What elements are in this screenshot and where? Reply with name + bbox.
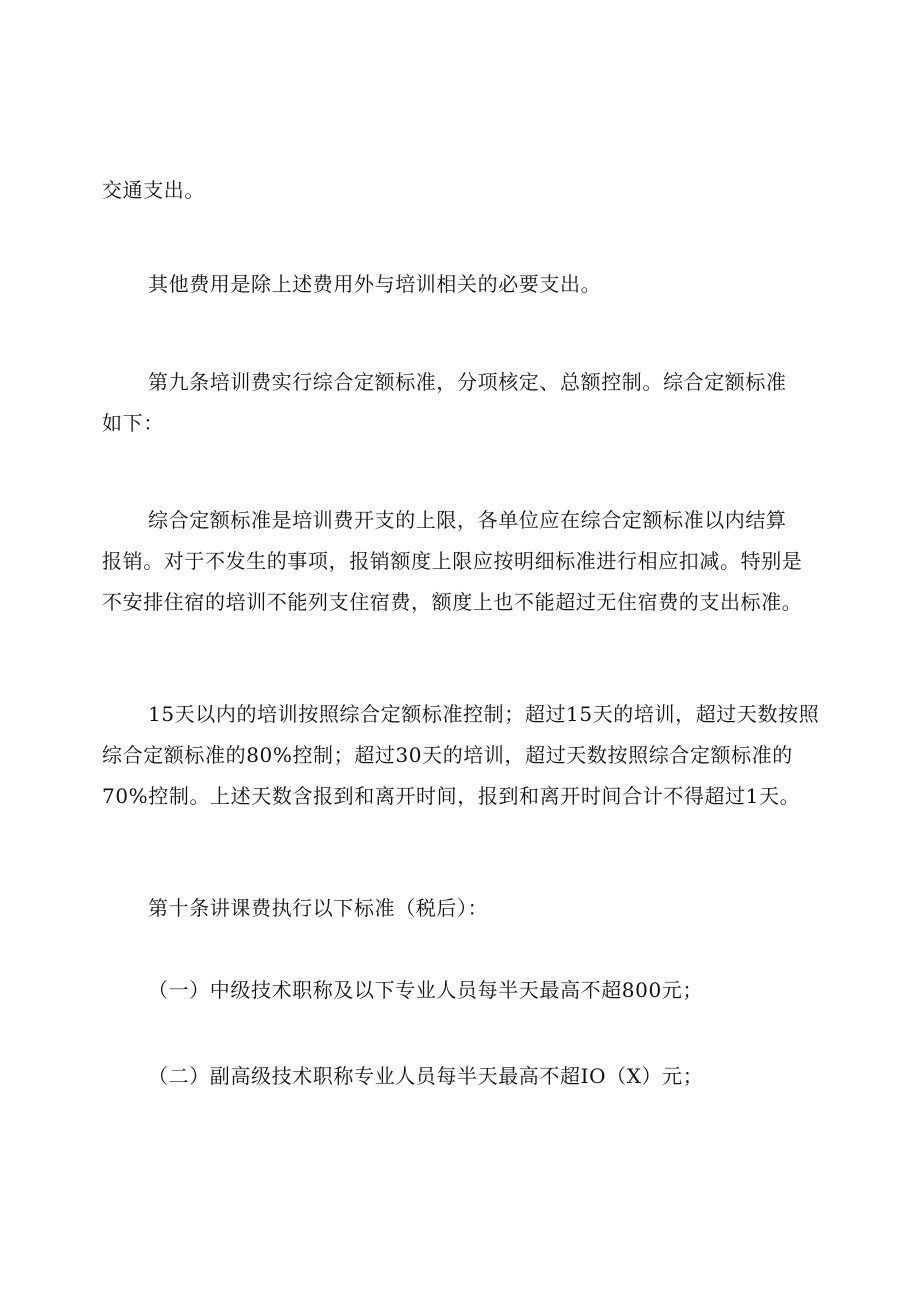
paragraph-other-expenses [102, 264, 822, 305]
text-line: 15天以内的培训按照综合定额标准控制；超过15天的培训，超过天数按照 [148, 702, 820, 726]
text-line: 第九条培训费实行综合定额标准，分项核定、总额控制。综合定额标准 [148, 370, 787, 394]
paragraph-quota-limit [102, 500, 822, 623]
text-line: （二）副高级技术职称专业人员每半天最高不超IO（X）元； [148, 1064, 704, 1088]
text-line: 综合定额标准的80%控制；超过30天的培训，超过天数按照综合定额标准的 [102, 743, 793, 767]
paragraph-duration-rules [102, 694, 822, 817]
text-line: 第十条讲课费执行以下标准（税后）： [148, 896, 489, 920]
text-line: 不安排住宿的培训不能列支住宿费，额度上也不能超过无住宿费的支出标准。 [102, 590, 803, 614]
paragraph-traffic-expense [102, 170, 822, 211]
text-line: 综合定额标准是培训费开支的上限，各单位应在综合定额标准以内结算 [148, 508, 787, 532]
text-line: 70%控制。上述天数含报到和离开时间，报到和离开时间合计不得超过1天。 [102, 784, 801, 808]
text-line: 交通支出。 [102, 178, 205, 202]
text-line: 报销。对于不发生的事项，报销额度上限应按明细标准进行相应扣减。特别是 [102, 549, 803, 573]
paragraph-item-1 [102, 970, 822, 1011]
text-line: 其他费用是除上述费用外与培训相关的必要支出。 [148, 272, 602, 296]
paragraph-item-2 [102, 1056, 822, 1097]
text-line: 如下： [102, 411, 164, 435]
text-line: （一）中级技术职称及以下专业人员每半天最高不超800元； [148, 978, 703, 1002]
paragraph-article-10 [102, 888, 822, 929]
paragraph-article-9 [102, 362, 822, 444]
